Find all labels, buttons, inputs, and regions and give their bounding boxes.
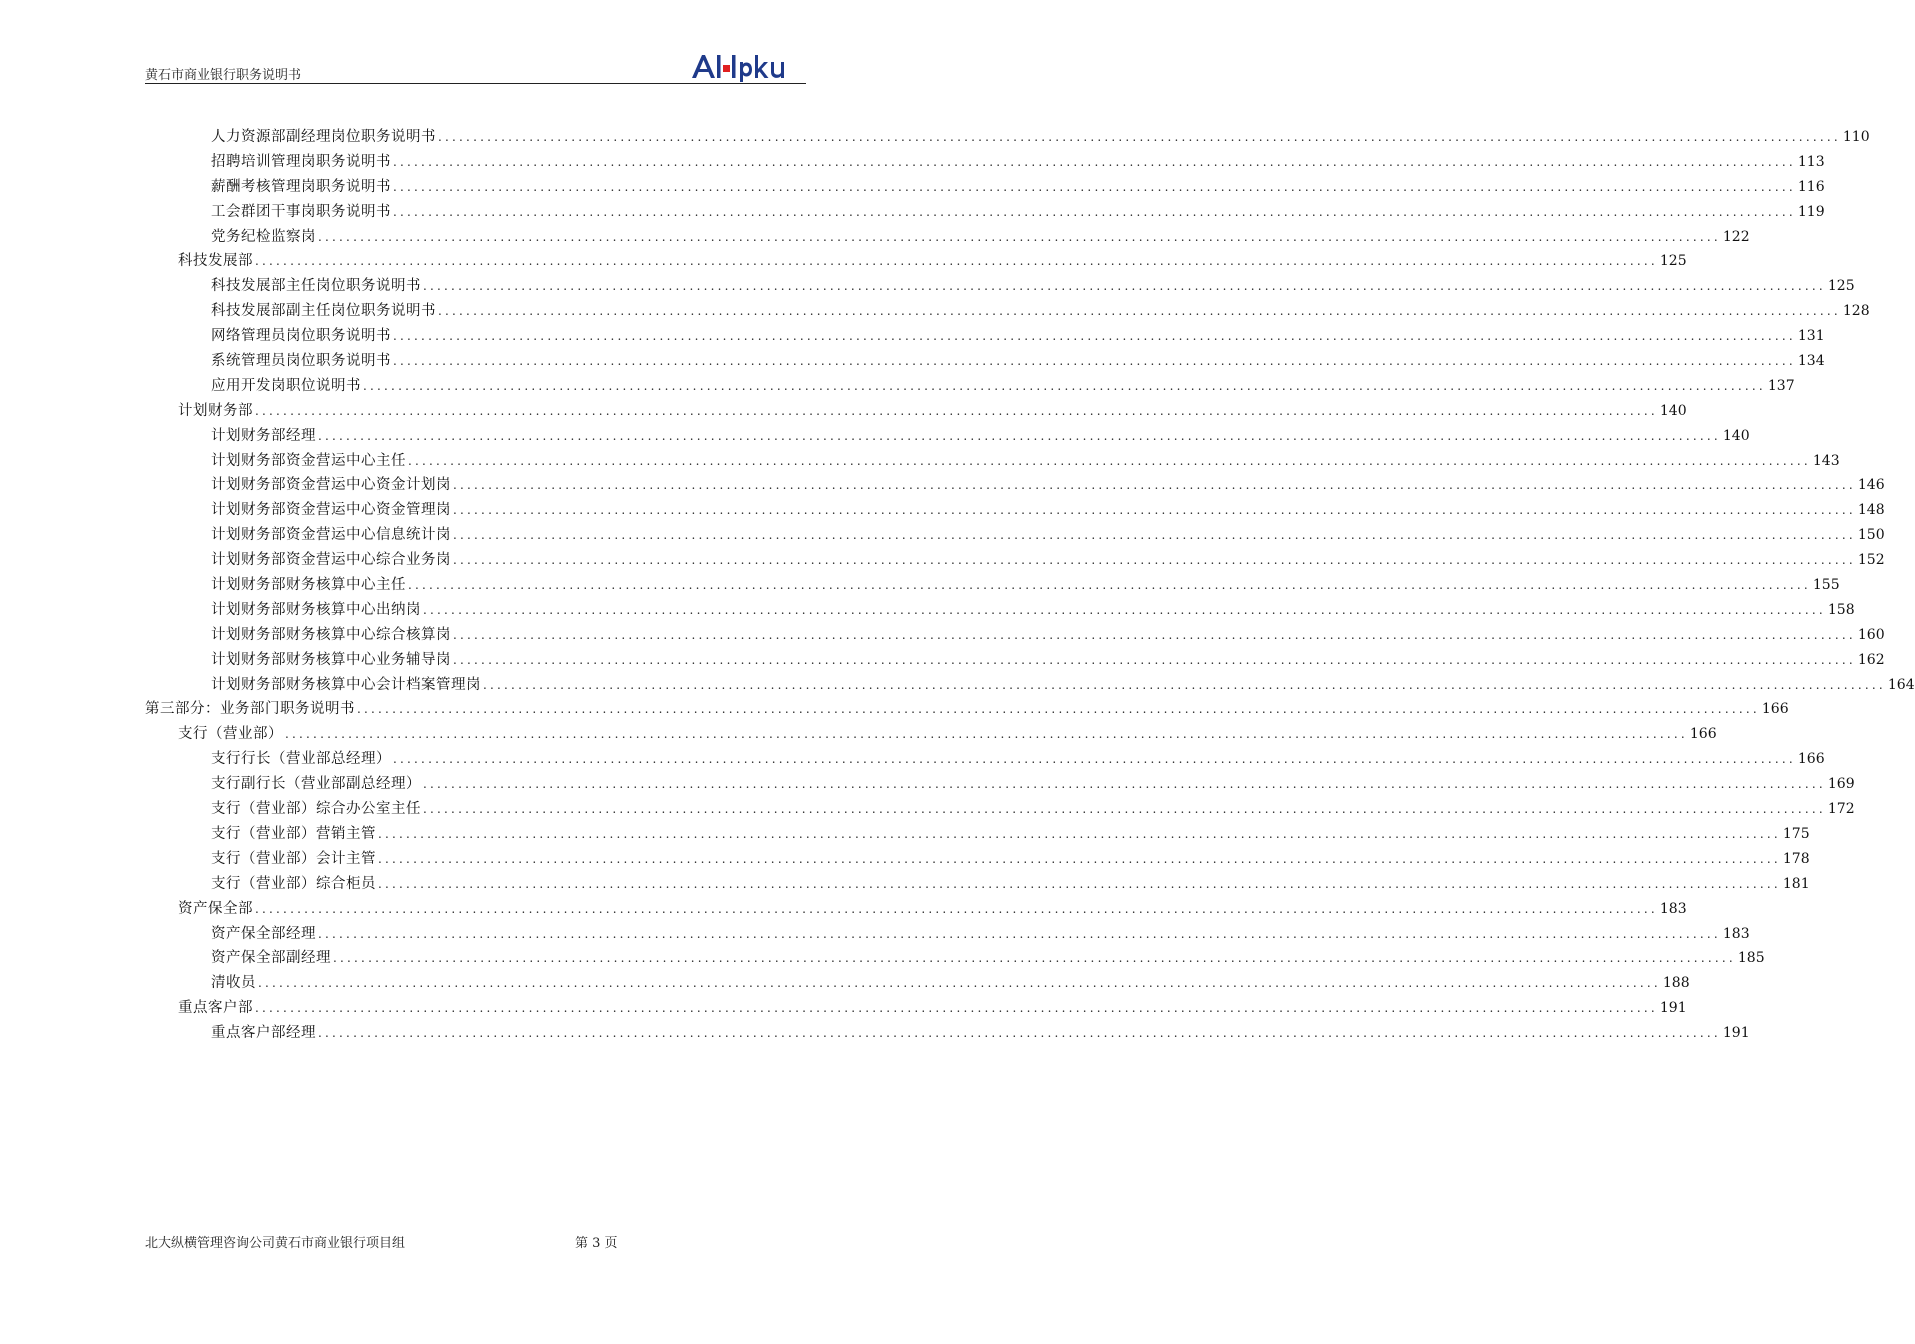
toc-entry[interactable] (145, 722, 1717, 747)
toc-entry-page: 131 (1797, 328, 1825, 345)
toc-entry-page: 119 (1797, 203, 1825, 220)
toc-entry[interactable] (145, 772, 1855, 797)
toc-entry[interactable] (145, 299, 1870, 324)
toc-leader-dots: ........................................................................................................................................................................................................ (255, 1001, 1658, 1016)
header-title: 黄石市商业银行职务说明书 (145, 68, 302, 83)
toc-entry-label: 重点客户部经理 (211, 1025, 316, 1042)
toc-entry-page: 162 (1857, 651, 1885, 668)
toc-entry[interactable] (145, 847, 1810, 872)
toc-entry[interactable] (145, 747, 1825, 772)
toc-entry-label: 科技发展部主任岗位职务说明书 (211, 278, 421, 295)
toc-entry-page: 166 (1761, 701, 1789, 718)
toc-entry-page: 158 (1827, 601, 1855, 618)
toc-entry-page: 146 (1857, 477, 1885, 494)
toc-leader-dots: ........................................................................................................................................................................................................ (255, 254, 1658, 269)
toc-leader-dots: ........................................................................................................................................................................................................ (333, 951, 1736, 966)
toc-leader-dots: ........................................................................................................................................................................................................ (423, 602, 1826, 617)
toc-entry-page: 166 (1689, 726, 1717, 743)
toc-entry-label: 资产保全部 (178, 900, 253, 917)
toc-entry-page: 183 (1659, 900, 1687, 917)
toc-leader-dots: ........................................................................................................................................................................................................ (438, 130, 1841, 144)
toc-leader-dots: ........................................................................................................................................................................................................ (363, 378, 1766, 393)
toc-entry[interactable] (145, 697, 1789, 722)
toc-leader-dots: ........................................................................................................................................................................................................ (453, 478, 1856, 493)
toc-entry[interactable] (145, 374, 1795, 399)
toc-entry-label: 计划财务部财务核算中心综合核算岗 (211, 626, 451, 643)
toc-leader-dots: ........................................................................................................................................................................................................ (393, 179, 1796, 194)
toc-leader-dots: ........................................................................................................................................................................................................ (393, 752, 1796, 767)
toc-entry[interactable] (145, 449, 1840, 474)
toc-entry-page: 125 (1827, 278, 1855, 295)
toc-leader-dots: ........................................................................................................................................................................................................ (423, 802, 1826, 817)
toc-entry-page: 152 (1857, 552, 1885, 569)
toc-entry-label: 支行（营业部） (178, 726, 283, 743)
toc-entry-page: 160 (1857, 626, 1885, 643)
toc-entry-label: 资产保全部经理 (211, 925, 316, 942)
toc-entry-label: 网络管理员岗位职务说明书 (211, 328, 391, 345)
toc-entry-label: 重点客户部 (178, 1000, 253, 1017)
toc-entry[interactable] (145, 673, 1915, 698)
toc-entry-page: 172 (1827, 801, 1855, 818)
toc-leader-dots: ........................................................................................................................................................................................................ (408, 453, 1811, 468)
toc-leader-dots: ........................................................................................................................................................................................................ (438, 304, 1841, 319)
toc-entry-label: 资产保全部副经理 (211, 950, 331, 967)
toc-entry-label: 计划财务部财务核算中心会计档案管理岗 (211, 676, 481, 693)
toc-entry-label: 计划财务部 (178, 402, 253, 419)
toc-entry-label: 支行（营业部）综合办公室主任 (211, 801, 421, 818)
toc-entry[interactable] (145, 324, 1825, 349)
toc-leader-dots: ........................................................................................................................................................................................................ (378, 851, 1781, 866)
toc-entry[interactable] (145, 1021, 1750, 1046)
toc-entry-label: 党务纪检监察岗 (211, 228, 316, 245)
toc-entry-page: 164 (1887, 676, 1915, 693)
toc-entry-label: 计划财务部财务核算中心主任 (211, 577, 406, 594)
toc-entry[interactable] (145, 200, 1825, 225)
toc-entry[interactable] (145, 648, 1885, 673)
toc-entry[interactable] (145, 399, 1687, 424)
toc-entry-page: 191 (1722, 1025, 1750, 1042)
toc-entry-label: 支行行长（营业部总经理） (211, 751, 391, 768)
toc-entry-label: 清收员 (211, 975, 256, 992)
toc-entry-label: 系统管理员岗位职务说明书 (211, 353, 391, 370)
table-of-contents (145, 125, 1915, 1046)
toc-leader-dots: ........................................................................................................................................................................................................ (393, 154, 1796, 169)
toc-entry-label: 计划财务部经理 (211, 427, 316, 444)
toc-entry-page: 137 (1767, 377, 1795, 394)
toc-entry-page: 191 (1659, 1000, 1687, 1017)
toc-entry-label: 应用开发岗职位说明书 (211, 377, 361, 394)
toc-entry-label: 支行（营业部）会计主管 (211, 850, 376, 867)
toc-entry-label: 计划财务部资金营运中心资金计划岗 (211, 477, 451, 494)
footer-organization: 北大纵横管理咨询公司黄石市商业银行项目组 (145, 1236, 406, 1251)
toc-entry-label: 计划财务部财务核算中心业务辅导岗 (211, 651, 451, 668)
toc-entry-label: 计划财务部资金营运中心信息统计岗 (211, 527, 451, 544)
toc-leader-dots: ........................................................................................................................................................................................................ (378, 876, 1781, 891)
toc-entry-page: 178 (1782, 850, 1810, 867)
toc-entry-page: 169 (1827, 776, 1855, 793)
toc-entry[interactable] (145, 797, 1855, 822)
toc-entry[interactable] (145, 175, 1825, 200)
toc-leader-dots: ........................................................................................................................................................................................................ (318, 1026, 1721, 1041)
toc-leader-dots: ........................................................................................................................................................................................................ (285, 727, 1688, 742)
toc-leader-dots: ........................................................................................................................................................................................................ (258, 976, 1661, 991)
toc-entry[interactable] (145, 424, 1750, 449)
toc-entry[interactable] (145, 150, 1825, 175)
toc-leader-dots: ........................................................................................................................................................................................................ (408, 578, 1811, 593)
toc-entry[interactable] (145, 274, 1855, 299)
toc-entry[interactable] (145, 996, 1687, 1021)
toc-entry-label: 人力资源部副经理岗位职务说明书 (211, 129, 436, 145)
toc-leader-dots: ........................................................................................................................................................................................................ (255, 403, 1658, 418)
header-divider (145, 83, 806, 84)
toc-entry[interactable] (145, 573, 1840, 598)
toc-entry-label: 计划财务部资金营运中心资金管理岗 (211, 502, 451, 519)
toc-entry[interactable] (145, 523, 1885, 548)
toc-leader-dots: ........................................................................................................................................................................................................ (423, 777, 1826, 792)
toc-entry[interactable] (145, 249, 1687, 274)
toc-entry[interactable] (145, 548, 1885, 573)
toc-entry-page: 181 (1782, 875, 1810, 892)
toc-entry[interactable] (145, 623, 1885, 648)
toc-entry[interactable] (145, 971, 1690, 996)
footer-page-number: 第 3 页 (575, 1236, 618, 1251)
toc-leader-dots: ........................................................................................................................................................................................................ (393, 329, 1796, 344)
toc-entry[interactable] (145, 946, 1765, 971)
toc-entry-page: 140 (1722, 427, 1750, 444)
toc-entry[interactable] (145, 473, 1885, 498)
toc-leader-dots: ........................................................................................................................................................................................................ (393, 354, 1796, 369)
toc-entry-page: 140 (1659, 402, 1687, 419)
toc-entry-label: 招聘培训管理岗职务说明书 (211, 153, 391, 170)
toc-entry-label: 计划财务部财务核算中心出纳岗 (211, 601, 421, 618)
toc-entry-label: 计划财务部资金营运中心主任 (211, 452, 406, 469)
toc-entry[interactable] (145, 598, 1855, 623)
toc-entry-label: 第三部分：业务部门职务说明书 (145, 701, 355, 718)
toc-leader-dots: ........................................................................................................................................................................................................ (423, 279, 1826, 294)
toc-entry-page: 150 (1857, 527, 1885, 544)
toc-entry[interactable] (145, 225, 1750, 250)
toc-entry[interactable] (145, 125, 1870, 150)
toc-entry-page: 166 (1797, 751, 1825, 768)
toc-leader-dots: ........................................................................................................................................................................................................ (318, 926, 1721, 941)
toc-entry-label: 支行（营业部）综合柜员 (211, 875, 376, 892)
toc-entry-label: 科技发展部 (178, 253, 253, 270)
toc-leader-dots: ........................................................................................................................................................................................................ (483, 677, 1886, 692)
toc-entry-page: 185 (1737, 950, 1765, 967)
toc-entry-label: 科技发展部副主任岗位职务说明书 (211, 303, 436, 320)
toc-entry-page: 148 (1857, 502, 1885, 519)
toc-leader-dots: ........................................................................................................................................................................................................ (453, 503, 1856, 518)
toc-entry-page: 110 (1842, 129, 1870, 145)
toc-leader-dots: ........................................................................................................................................................................................................ (357, 702, 1760, 717)
toc-entry-page: 128 (1842, 303, 1870, 320)
toc-entry[interactable] (145, 897, 1687, 922)
toc-leader-dots: ........................................................................................................................................................................................................ (453, 553, 1856, 568)
toc-entry-page: 122 (1722, 228, 1750, 245)
toc-entry[interactable] (145, 922, 1750, 947)
toc-entry-label: 支行副行长（营业部副总经理） (211, 776, 421, 793)
toc-entry-label: 工会群团干事岗职务说明书 (211, 203, 391, 220)
toc-entry[interactable] (145, 872, 1810, 897)
toc-entry-page: 116 (1797, 178, 1825, 195)
toc-leader-dots: ........................................................................................................................................................................................................ (318, 428, 1721, 443)
toc-entry[interactable] (145, 498, 1885, 523)
toc-leader-dots: ........................................................................................................................................................................................................ (318, 229, 1721, 244)
toc-entry-page: 155 (1812, 577, 1840, 594)
toc-entry-page: 143 (1812, 452, 1840, 469)
toc-entry-page: 125 (1659, 253, 1687, 270)
toc-entry-label: 计划财务部资金营运中心综合业务岗 (211, 552, 451, 569)
toc-entry-label: 支行（营业部）营销主管 (211, 825, 376, 842)
toc-leader-dots: ........................................................................................................................................................................................................ (393, 204, 1796, 219)
toc-entry-page: 188 (1662, 975, 1690, 992)
toc-leader-dots: ........................................................................................................................................................................................................ (453, 627, 1856, 642)
toc-leader-dots: ........................................................................................................................................................................................................ (453, 652, 1856, 667)
toc-entry[interactable] (145, 822, 1810, 847)
toc-leader-dots: ........................................................................................................................................................................................................ (255, 901, 1658, 916)
toc-entry[interactable] (145, 349, 1825, 374)
toc-entry-label: 薪酬考核管理岗职务说明书 (211, 178, 391, 195)
toc-entry-page: 134 (1797, 353, 1825, 370)
toc-entry-page: 113 (1797, 153, 1825, 170)
toc-leader-dots: ........................................................................................................................................................................................................ (453, 528, 1856, 543)
toc-leader-dots: ........................................................................................................................................................................................................ (378, 826, 1781, 841)
allpku-logo (690, 52, 808, 82)
toc-entry-page: 175 (1782, 825, 1810, 842)
toc-entry-page: 183 (1722, 925, 1750, 942)
